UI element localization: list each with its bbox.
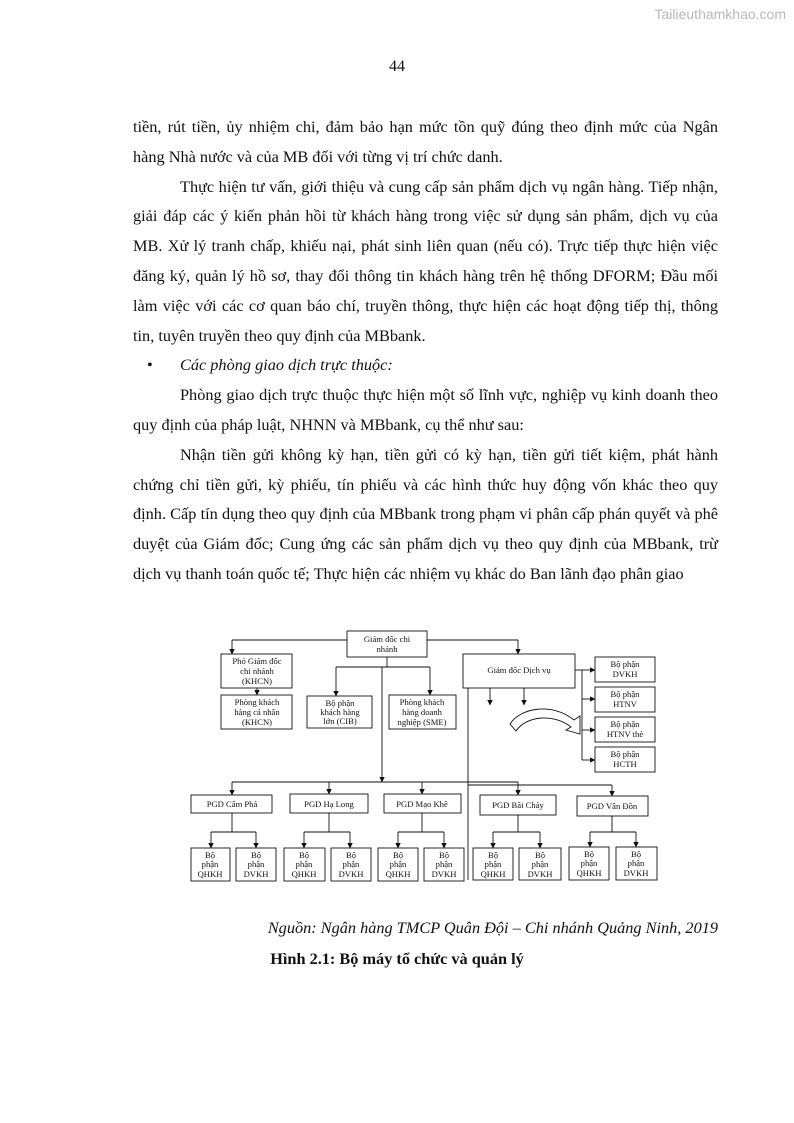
sub-unit-label: Bộ: [392, 850, 404, 860]
sub-unit-label: QHKH: [576, 868, 602, 878]
sub-unit-label: Bộ: [534, 850, 546, 860]
branch-label: PGD Cẩm Phả: [206, 799, 258, 809]
cib-label: lớn (CIB): [323, 716, 357, 726]
sub-unit-label: phận: [484, 859, 502, 869]
sub-unit-label: phận: [201, 859, 219, 869]
sub-unit-label: DVKH: [527, 869, 553, 879]
service-unit-label: DVKH: [612, 669, 638, 679]
sub-unit-label: QHKH: [385, 869, 411, 879]
sub-unit-label: QHKH: [291, 869, 317, 879]
paragraph: Nhận tiền gửi không kỳ hạn, tiền gửi có kỳ hạn, tiền gửi tiết kiệm, phát hành chứng chỉ tiền gửi, kỳ phiếu, tín phiếu và các hình thức huy động vốn khác theo quy định. Cấp tín dụng theo quy định của MBbank trong phạm vi phân cấp phán quyết và phê duyệt của Giám đốc; Cung ứng các sản phẩm dịch vụ theo quy định của MBbank, trừ dịch vụ thanh toán quốc tế; Thực hiện các nhiệm vụ khác do Ban lãnh đạo phân giao: [133, 444, 718, 583]
service-unit-label: Bộ phận: [610, 659, 640, 669]
service-unit-label: HCTH: [613, 759, 637, 769]
retail-dept-label: hàng cá nhân: [234, 707, 280, 717]
sub-unit-label: phận: [295, 859, 313, 869]
service-unit-label: Bộ phận: [610, 749, 640, 759]
sub-unit-label: QHKH: [480, 869, 506, 879]
service-unit-label: Bộ phận: [610, 689, 640, 699]
paragraph: Thực hiện tư vấn, giới thiệu và cung cấp sản phẩm dịch vụ ngân hàng. Tiếp nhận, giải đáp các ý kiến phản hồi từ khách hàng trong việc sử dụng sản phẩm, dịch vụ của MB. Xử lý tranh chấp, khiếu nại, phát sinh liên quan (nếu có). Trực tiếp thực hiện việc đăng ký, quản lý hồ sơ, thay đổi thông tin khách hàng trên hệ thống DFORM; Đầu mối làm việc với các cơ quan báo chí, truyền thông, thực hiện các hoạt động tiếp thị, thông tin, tuyên truyền theo quy định của MBbank.: [133, 176, 718, 345]
paragraph: Phòng giao dịch trực thuộc thực hiện một số lĩnh vực, nghiệp vụ kinh doanh theo quy định của pháp luật, NHNN và MBbank, cụ thể như sau:: [133, 385, 718, 434]
page-number: 44: [389, 58, 405, 75]
cib-label: khách hàng: [320, 707, 360, 717]
sub-unit-label: phận: [342, 859, 360, 869]
sub-unit-label: phận: [627, 858, 645, 868]
service-unit-label: Bộ phận: [610, 719, 640, 729]
director-label: nhánh: [376, 644, 398, 654]
sub-unit-label: Bộ: [345, 850, 357, 860]
bullet-text: Các phòng giao dịch trực thuộc:: [180, 355, 393, 375]
branch-label: PGD Mạo Khê: [396, 799, 448, 809]
sub-unit-label: Bộ: [487, 850, 499, 860]
sme-label: Phòng khách: [399, 697, 445, 707]
service-unit-label: HTNV: [613, 699, 637, 709]
figure-source: Nguồn: Ngân hàng TMCP Quân Đội – Chi nhánh Quảng Ninh, 2019: [267, 918, 718, 937]
sub-unit-label: phận: [435, 859, 453, 869]
watermark: Tailieuthamkhao.com: [654, 6, 786, 22]
branch-label: PGD Bãi Cháy: [492, 800, 544, 810]
sub-unit-label: Bộ: [298, 850, 310, 860]
sub-unit-label: phận: [531, 859, 549, 869]
sub-unit-label: DVKH: [623, 868, 649, 878]
director-label: Giám đốc chi: [363, 634, 411, 644]
sub-unit-label: Bộ: [630, 849, 642, 859]
sme-label: hàng doanh: [402, 707, 442, 717]
sub-unit-label: DVKH: [338, 869, 364, 879]
retail-dept-label: Phòng khách: [234, 697, 280, 707]
deputy-label: (KHCN): [241, 676, 273, 686]
deputy-label: Phó Giám đốc: [232, 656, 282, 666]
service-unit-label: HTNV thẻ: [606, 729, 644, 739]
branch-label: PGD Hạ Long: [304, 799, 354, 809]
sub-unit-label: Bộ: [583, 849, 595, 859]
sub-unit-label: phận: [580, 858, 598, 868]
paragraph: tiền, rút tiền, ủy nhiệm chi, đảm bảo hạn mức tồn quỹ đúng theo định mức của Ngân hàng Nhà nước và của MB đối với từng vị trí chức danh.: [133, 117, 718, 166]
sub-unit-label: Bộ: [438, 850, 450, 860]
cib-label: Bộ phận: [325, 698, 355, 708]
sub-unit-label: phận: [247, 859, 265, 869]
sub-unit-label: QHKH: [197, 869, 223, 879]
deputy-label: chi nhánh: [240, 666, 274, 676]
service-director-label: Giám đốc Dịch vụ: [487, 665, 551, 675]
sub-unit-label: Bộ: [250, 850, 262, 860]
sme-label: nghiệp (SME): [397, 717, 447, 727]
sub-unit-label: DVKH: [431, 869, 457, 879]
sub-unit-label: DVKH: [243, 869, 269, 879]
figure-caption: Hình 2.1: Bộ máy tổ chức và quản lý: [270, 949, 524, 968]
sub-unit-label: phận: [389, 859, 407, 869]
bullet-dot-icon: •: [147, 355, 153, 375]
branch-label: PGD Vân Đồn: [586, 801, 638, 811]
retail-dept-label: (KHCN): [241, 717, 273, 727]
sub-unit-label: Bộ: [204, 850, 216, 860]
